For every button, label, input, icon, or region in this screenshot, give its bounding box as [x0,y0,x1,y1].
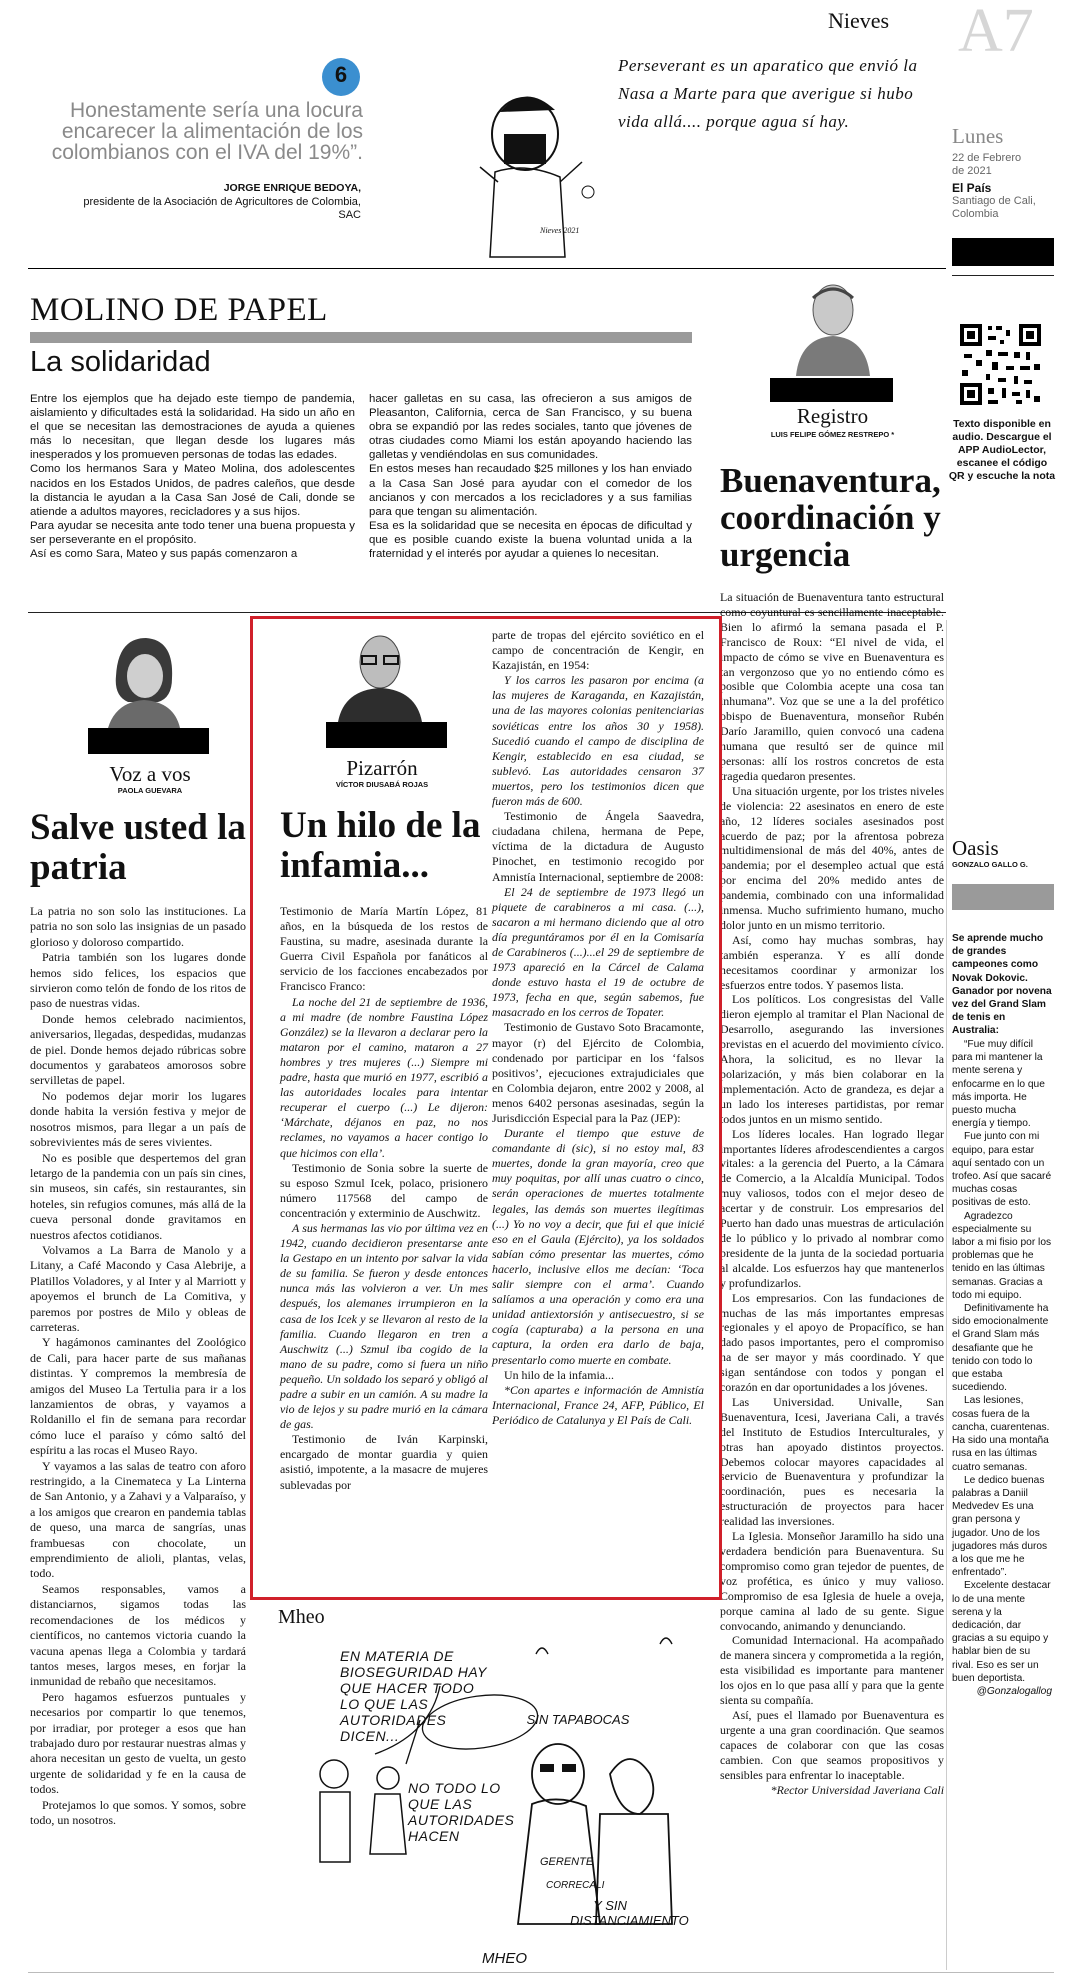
pizarron-quote: Durante el tiempo que estuve de comandante di (sic), si no estoy mal, 83 muertes, donde la gran mayoría, creo que muy poquitas, por allí unas cuatro o cinco, serán operaciones de muertes totalmente legales, las demás son muertes ilegítimas (...) Yo no voy a decir, que fui el que inicié eso en el Gaula (Ejército), ya los soldados sabían cómo presentar las muertes, cómo hacerlo, inclusive ellos me decían: ‘Toca salir siempre con el arma’. Cuando salíamos a una operación y como era una unidad antiextorsión y antisecuestro, si se cogía (capturaba) a la persona en una captura, la orden era darlo de baja, presentarlo como muerte en combate. [492,1126,704,1367]
pizarron-column-name: Pizarrón [346,756,418,780]
voz-paragraph: No es posible que despertemos del gran letargo de la pandemia con un país sin cines, sin museos, sin cafés, sin restaurantes, sin hoteles, sin refugios comunes, más allá de la cueva personal donde gravitamos en nuestros afectos cotidianos. [30,1150,246,1242]
pizarron-col1 [280,904,488,1493]
column-rule [946,620,947,1970]
registro-headline: Buenaventura, coordinación y urgencia [720,461,941,574]
sidebar-divider [952,275,1054,276]
oasis-gray-bar [952,884,1054,910]
oasis-paragraph: “Fue muy difícil para mi mantener la mente serena y enfocarme en lo que más importa. He puesto mucha energía y tiempo. [952,1039,1045,1130]
registro-black-bar [770,378,893,402]
molino-col2: hacer galletas en su casa, las ofrecieron a sus amigos de Pleasanton, California, cerca de San Francisco, y su buena obra se expandió por las redes sociales, tanto que jóvenes de otras ciudades como Miami los están apoyando haciendo las galletas y vendiéndolas en sus comunidades. En estos meses han recaudado $25 millones y los han enviado a la Casa San José para ayudar con el comedor de los ancianos y con mercados a los recicladores y a sus familias para que tengan su alimentación. Esa es la solidaridad que se necesita en épocas de dificultad y que es posible cuando existe la buena voluntad unida a la fraternidad y el interés por ayudar a quienes lo necesitan. [369,393,692,561]
oasis-paragraph: Las lesiones, cosas fuera de la cancha, cuarentenas. Ha sido una montaña rusa en las últimas cuatro semanas. [952,1395,1050,1473]
registro-paragraph: Comunidad Internacional. Ha acompañado de manera sincera y comprometida a la región, esta visibilidad es importante para mantener los ojos en lo que pasa allí y para que la gente sienta su compañía. [720,1633,944,1708]
pizarron-author-photo [334,624,426,722]
pizarron-paragraph: Testimonio de Sonia sobre la suerte de su esposo Szmul Icek, polaco, prisionero número 117568 del campo de concentración y exterminio de Auschwitz. [280,1160,488,1220]
mheo-bubble-4: Y SIN DISTANCIAMIENTO [570,1898,689,1928]
voz-author-photo [88,628,196,728]
registro-paragraph: Las Universidad. Univalle, San Buenaventura, Icesi, Javeriana Cali, a través del Instituto de Estudios Interculturales, y otras han apoyado distintos proyectos. Debemos colocar mayores capacidades al servicio de Buenaventura y profundizar la coordinación, pues es necesaria la estructuración de proyectos para hacer realidad las inversiones. [720,1394,944,1529]
section-name: Nieves [828,8,890,33]
voz-headline: Salve usted la patria [30,807,246,888]
oasis-paragraph: Definitivamente ha sido emocionalmente el Grand Slam más desafiante que he tenido con todo lo que estaba sucediendo. [952,1303,1049,1394]
mheo-label: Mheo [278,1606,325,1628]
pizarron-paragraph: Testimonio de Gustavo Soto Bracamonte, mayor (r) del Ejército de Colombia, condenado por participar en los ‘falsos positivos’, ejecuciones extrajudiciales que en Colombia dejaron, entre 2002 y 2008, al menos 6402 personas asesinadas, según la Jurisdicción Especial para la Paz (JEP): [492,1020,704,1125]
oasis-paragraph: Agradezco especialmente su labor a mi fisio por los problemas que he tenido en las últimas semanas. Gracias a todo mi equipo. [952,1210,1052,1301]
registro-body [720,590,944,1797]
quote-text: Honestamente sería una locura encarecer la alimentación de los colombianos con el IVA del 19%”. [51,99,363,164]
molino-title: La solidaridad [30,346,211,378]
voz-author: PAOLA GUEVARA [117,786,183,795]
header-divider [28,268,946,269]
footer-divider [28,1972,1054,1973]
author-portrait-icon [334,624,426,722]
registro-paragraph: Así, como hay muchas sombras, hay también esperanza. Y es allí donde necesitamos coordinar y armonizar los esfuerzos entre todos. Y pasemos lista. [720,932,944,992]
oasis-column-name: Oasis [952,836,999,860]
oasis-signature: @Gonzalogallog [976,1685,1052,1697]
voz-black-bar [88,728,209,754]
author-portrait-icon [790,274,876,376]
voz-paragraph: Pero hagamos esfuerzos puntuales y necesarios por compartir lo que tenemos, por irradiar, por proteger a esos que han trabajado duro por restaurar nuestras almas y ahora necesitan un gesto de vuelta, un gesto urgente de solidaridad y fe en la causa de todos. [30,1689,246,1797]
voz-paragraph: Y vayamos a las salas de teatro con aforo restringido, a la Cinemateca y La Linterna de San Antonio, y a Zahavi y a Valparaíso, y a los amigos que crearon en pandemia tablas de queso, una marca de sangrías, unas frambuesas con chocolate, un emprendimiento de alioli, plantas, velas, todo. [30,1458,246,1581]
voz-paragraph: Seamos responsables, vamos a distanciarnos, sigamos todas las recomendaciones de los médicos y científicos, no cantemos victoria cuando la vacuna apenas llega a Colombia y tardará tantos meses, largos meses, en forjar la inmunidad de rebaño que necesitamos. [30,1581,246,1689]
registro-column-name: Registro [796,404,869,428]
registro-paragraph: La Iglesia. Monseñor Jaramillo ha sido una verdadera bendición para Buenaventura. Su compromiso como gran tejedor de puentes, de voz profética, es único y muy valioso. Compromiso de esa Iglesia de huele a oveja, porque camina al lado de su gente. Sigue convocando, animando y denunciando. [720,1529,944,1633]
pizarron-paragraph: Testimonio de Ángela Saavedra, ciudadana chilena, hermana de Pepe, víctima de la dictadura de Augusto Pinochet, en testimonio recogido por Amnistía Internacional, septiembre de 2008: [492,809,704,884]
voz-body [30,904,246,1828]
qr-caption: Texto disponible en audio. Descargue el APP AudioLector, escanee el código QR y escuche la nota [948,418,1056,482]
pizarron-quote: A sus hermanas las vio por última vez en 1942, cuando decidieron presentarse ante la Gestapo en un intento por salvar la vida de su familia. Se fueron y desde entonces nunca más las volvieron a ver. Un mes después, los alemanes irrumpieron en la casa de los Icek y se llevaron al resto de la familia. Cuando llegaron en tren a Auschwitz (...) Szmul iba cogido de la mano de su padre, como si fuera un niño pequeño. Un soldado los separó y obligó al padre a subir en un camión. A su madre la vio de lejos y su padre murió en la cámara de gas. [280,1220,488,1432]
oasis-paragraph: Le dedico buenas palabras a Daniil Medvedev Es una gran persona y jugador. Uno de los jugadores más duros a los que me he enfrentado”. [952,1474,1048,1579]
voz-paragraph: No podemos dejar morir los lugares donde habita la versión festiva y mejor de nosotros mismos, para llegar a un país de sobrevivientes más de seres vivientes. [30,1088,246,1150]
pizarron-headline: Un hilo de la infamia... [280,805,481,886]
voz-paragraph: Donde hemos celebrado nacimientos, aniversarios, llegadas, despedidas, mudanzas de piel. Donde hemos dejado rúbricas sobre documentos y garabateos amorosos sobre servilletas de papel. [30,1011,246,1088]
qr-icon [958,322,1043,407]
mheo-bubble-2: NO TODO LO QUE LAS AUTORIDADES HACEN [408,1780,515,1844]
qr-code[interactable] [958,322,1043,407]
quote-author-role: presidente de la Asociación de Agricultores de Colombia, SAC [83,196,361,221]
pizarron-col2 [492,628,704,1428]
pizarron-black-bar [326,722,447,748]
oasis-body [952,1038,1052,1698]
page-number: A7 [958,0,1034,65]
pizarron-quote: El 24 de septiembre de 1973 llegó un piquete de carabineros a mi casa. (...), sacaron a mi hermano diciendo que al otro día preguntáramos por él en la Comisaría de Carabineros (...)...el 29 de septiembre de 1973 apareció en la Cárcel de Calama donde estuvo hasta el 19 de octubre de 1973, fecha en que, según sabemos, fue masacrado en los cerros de Topater. [492,884,704,1020]
mheo-bubble-3: SIN TAPABOCAS [526,1712,630,1727]
author-portrait-icon [88,628,196,728]
voz-paragraph: Protejamos lo que somos. Y somos, sobre todo, un nosotros. [30,1797,246,1827]
voz-paragraph: La patria no son solo las instituciones. La patria no son solo las insignias de un pasado glorioso y doloroso compartido. [30,904,246,949]
mheo-tag-2: CORRECALI [546,1880,605,1891]
voz-column-name: Voz a vos [109,762,191,786]
molino-col1: Entre los ejemplos que ha dejado este tiempo de pandemia, aislamiento y dificultades está la solidaridad. Ha sido un año en el que se necesitan las demostraciones de ayuda a quienes más lo necesitan, que llegan desde los lugares más inesperados y los promueven personas de todas las edades. Como los hermanos Sara y Mateo Molina, dos adolescentes nacidos en los Estados Unidos, de padres caleños, que desde la distancia le ayudan a la Casa San José de Cali, donde se atiende a adultos mayores, recicladores y a sus hijos. Para ayudar se necesita ante todo tener una buena propuesta y ser perseverante en el propósito. Así es como Sara, Mateo y sus papás comenzaron a [30,393,355,561]
city-name: Santiago de Cali, Colombia [952,195,1036,220]
pizarron-paragraph: Testimonio de María Martín López, 81 años, en la búsqueda de los restos de Faustina, su madre, asesinada durante la Guerra Civil Española por fanáticos al servicio de los facciones encabezados por Francisco Franco: [280,904,488,994]
registro-paragraph: Así, pues el llamado por Buenaventura es urgente a una gran coordinación. Que seamos capaces de colaborar con que las cosas cambien. Con que seamos propositivos y sensibles para enfrentar lo inaceptable. [720,1707,944,1782]
date-full: 22 de Febrero de 2021 [952,152,1022,177]
oasis-paragraph: Excelente destacar lo de una mente serena y la dedicación, dar gracias a su equipo y hablar bien de su rival. Eso es ser un buen deportista. [952,1580,1051,1684]
registro-author-photo [790,274,876,376]
pizarron-footnote: *Con apartes e información de Amnistía Internacional, France 24, AFP, Público, El Periódico de Catalunya y El País de Cali. [492,1382,704,1427]
registro-paragraph: Los empresarios. Con las fundaciones de muchas de las más importantes empresas regionales y el apoyo de Propacífico, se han dado pasos importantes, pero el compromiso ha de ser mayor y más coordinado. Y que sigan sentándose con todos y pongan el corazón en dar oportunidades a los jóvenes. [720,1290,944,1395]
registro-paragraph: La situación de Buenaventura tanto estructural como coyuntural es sencillamente inaceptable. Bien lo afirmó la semana pasada el P. Francisco de Roux: “El nivel de vida, el impacto de cómo se vive en Buenaventura es tan vergonzoso que yo no entiendo cómo es posible que Colombia acepte una cosa tan inhumana”. Voz que se une a la del profético obispo de Buenaventura, monseñor Rubén Darío Jaramillo, quien convocó una cadena humana que resultó ser de quince mil personas: allí los rostros concretos de esta tragedia quedaron presentes. [720,590,944,783]
molino-gray-bar [30,332,692,343]
voz-paragraph: Volvamos a La Barra de Manolo y a Litany, a Café Macondo y Casa Alebrije, a Platillos Voladores, y al Inter y al Marriott y apoyemos el brunch de La Comitiva, y paremos por postres de Milo y obleas de carreteras. [30,1242,246,1334]
registro-paragraph: Los políticos. Los congresistas del Valle dieron ejemplo al tramitar el Plan Nacional de Desarrollo, asegurando las inversiones previstas en el acuerdo del movimiento cívico. Ahora, la solicitud, es no llevar la polarización, y más bien colaborar en la implementación. Acto de grandeza, es dejar a un lado los intereses partidistas, por remar todos juntos en un mismo sentido. [720,992,944,1126]
pizarron-quote: La noche del 21 de septiembre de 1936, a mi madre (de nombre Faustina López González) se la llevaron a declarar pero la mataron por el camino, mataron a 27 hombres y tres mujeres (...) Siempre mi padre, hasta que murió en 1977, escribió a las autoridades locales para intentar recuperar el cuerpo (...) Le dijeron: ‘Márchate, déjanos en paz, no nos reclames, no vayamos a hacer contigo lo que hicimos con ella’. [280,994,488,1160]
pizarron-paragraph: parte de tropas del ejército soviético en el campo de concentración de Kengir, en Kazajistán, en 1954: [492,628,704,673]
registro-paragraph: Una situación urgente, por los tristes niveles de violencia: 22 asesinatos en enero de este año, 12 líderes sociales asesinados post acuerdo de paz; por la afrentosa pobreza multidimensional de más del 40%, antes de pandemia; por el desempleo actual que está por encima del 20% medido antes de pandemia, combinado con una informalidad inmensa. Mucho sufrimiento humano, mucho dolor junto en un mismo territorio. [720,783,944,932]
registro-paragraph: Los líderes locales. Han logrado llegar importantes líderes afrodescendientes a cargos vitales: a la gerencia del Puerto, a la Cámara de Comercio, a la Alcaldía Municipal. Todos muy valiosos, todos con el mejor deseo de acertar y de construir. Los empresarios del Puerto han dado unas muestras de articulación de lo público y lo privado al nombrar como presidente de la junta de la sociedad portuaria al alcalde. Los esfuerzos hay que mantenerlos y profundizarlos. [720,1126,944,1290]
pizarron-paragraph: Testimonio de Iván Karpinski, encargado de montar guardia y quien asistió, impotente, a la masacre de mujeres sublevadas por [280,1432,488,1492]
voz-paragraph: Y hagámonos caminantes del Zoológico de Cali, para hacer parte de sus mañanas distintas. Y compremos la membresía de amigos del Museo La Tertulia para ir a los lanzamientos de obras, y vayamos a Roldanillo el fin de semana para recordar cómo luce el paraíso y cómo saltó del espíritu a las rocas el Museo Rayo. [30,1335,246,1458]
voz-paragraph: Patria también son los lugares donde hemos sido felices, los espacios que sirvieron como telón de fondo de los ritos de paso de nuestras vidas. [30,950,246,1011]
registro-footnote: *Rector Universidad Javeriana Cali [770,1782,944,1797]
mheo-tag-1: GERENTE [540,1856,594,1868]
cartoon-caption: Perseverant es un aparatico que envió la Nasa a Marte para que averigue si hubo vida allá.... porque agua sí hay. [618,56,918,131]
date-day: Lunes [952,124,1004,148]
molino-section-title: MOLINO DE PAPEL [30,292,328,328]
pizarron-quote: Y los carros les pasaron por encima (a las mujeres de Karaganda, en Kazajistán, una de las mayores colonias penitenciarias soviéticas entre los años 30 y 1958). Sucedió cuando el campo de disciplina de Kengir, establecido en esa ciudad, se sublevó. Las autoridades censaron 37 muertos, pero los testimonios dicen que fueron más de 600. [492,673,704,809]
mheo-signature: MHEO [482,1950,527,1967]
mheo-bubble-1: EN MATERIA DE BIOSEGURIDAD HAY QUE HACER TODO LO QUE LAS AUTORIDADES DICEN... [340,1648,487,1744]
pizarron-author: VÍCTOR DIUSABÁ ROJAS [335,780,429,789]
sidebar-black-bar [952,238,1054,266]
quote-number: 6 [334,62,348,87]
paper-name: El País [952,181,992,195]
pizarron-paragraph: Un hilo de la infamia... [504,1367,614,1382]
oasis-author: GONZALO GALLO G. [952,860,1028,869]
quote-author: JORGE ENRIQUE BEDOYA, [223,182,361,194]
oasis-lead: Se aprende mucho de grandes campeones como Novak Dokovic. Ganador por novena vez del Grand Slam de tenis en Australia: [952,933,1052,1037]
oasis-paragraph: Fue junto con mi equipo, para estar aquí sentado con un trofeo. Así que sacaré muchas cosas positivas de esto. [952,1131,1052,1209]
registro-author: LUIS FELIPE GÓMEZ RESTREPO * [770,430,895,439]
cartoon-signature: Nieves 2021 [540,226,580,235]
